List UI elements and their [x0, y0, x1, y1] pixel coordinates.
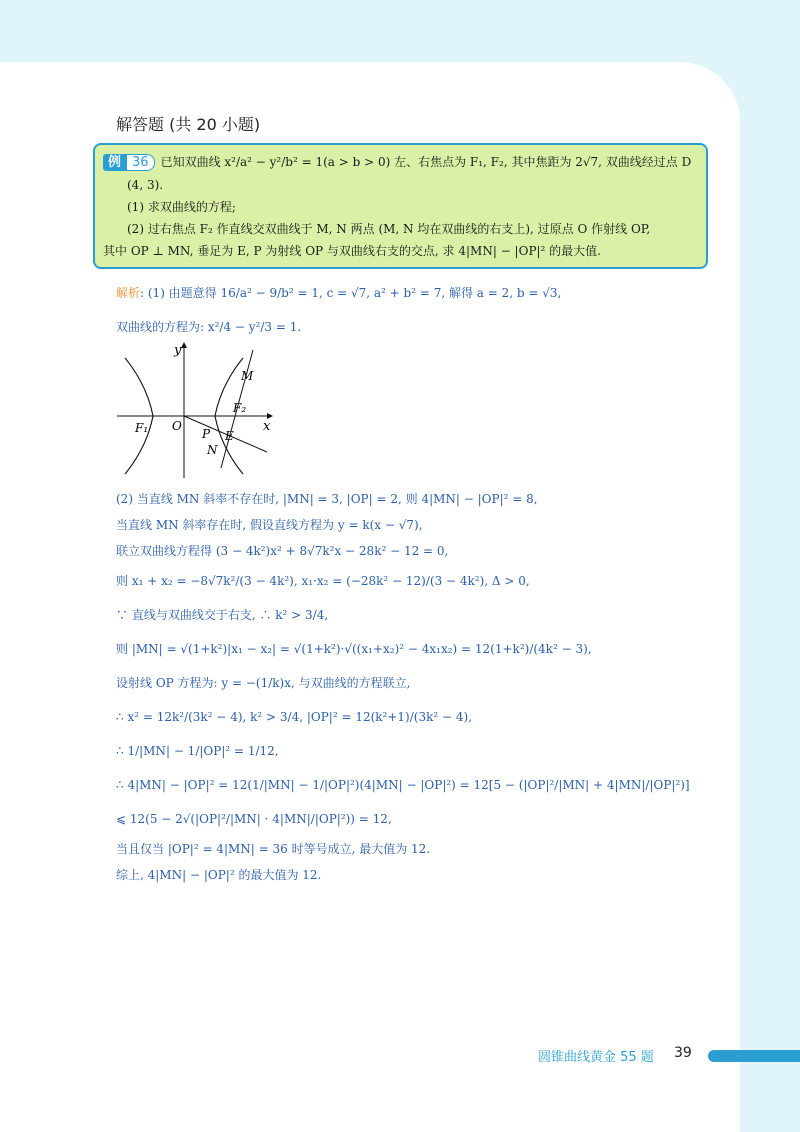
problem-line-2: (4, 3). [127, 177, 164, 192]
example-badge-number: 36 [126, 154, 155, 171]
solution-line: ∴ 4|MN| − |OP|² = 12(1/|MN| − 1/|OP|²)(4|MN| − |OP|²) = 12[5 − (|OP|²/|MN| + 4|MN|/|OP|²)] [116, 778, 690, 792]
problem-line-5: 其中 OP ⊥ MN, 垂足为 E, P 为射线 OP 与双曲线右支的交点, 求 4|MN| − |OP|² 的最大值. [103, 243, 601, 258]
page-number: 39 [674, 1045, 692, 1061]
solution-label: 解析 [116, 286, 141, 300]
problem-text-1: 已知双曲线 x²/a² − y²/b² = 1(a > b > 0) 左、右焦点为 F₁, F₂, 其中焦距为 2√7, 双曲线经过点 D [160, 155, 692, 169]
label-e: E [225, 429, 234, 443]
solution-line: ∵ 直线与双曲线交于右支, ∴ k² > 3/4, [116, 608, 329, 622]
problem-line-3: (1) 求双曲线的方程; [127, 199, 236, 214]
solution-line: ∴ 1/|MN| − 1/|OP|² = 1/12, [116, 744, 279, 758]
label-f2: F₂ [233, 401, 247, 415]
solution-line: ∴ x² = 12k²/(3k² − 4), k² > 3/4, |OP|² = 12(k²+1)/(3k² − 4), [116, 710, 472, 724]
y-axis-arrow [181, 342, 187, 348]
label-y: y [174, 343, 182, 358]
problem-box [93, 143, 708, 269]
solution-line: 综上, 4|MN| − |OP|² 的最大值为 12. [116, 868, 322, 882]
solution-part1 [116, 276, 716, 344]
solution-line: 当且仅当 |OP|² = 4|MN| = 36 时等号成立, 最大值为 12. [116, 842, 431, 856]
hyperbola-figure [117, 340, 277, 480]
solution-line: 当直线 MN 斜率存在时, 假设直线方程为 y = k(x − √7), [116, 518, 423, 532]
problem-line-4: (2) 过右焦点 F₂ 作直线交双曲线于 M, N 两点 (M, N 均在双曲线的右支上), 过原点 O 作射线 OP, [127, 221, 651, 236]
label-f1: F₁ [135, 421, 149, 435]
solution-line: (2) 当直线 MN 斜率不存在时, |MN| = 3, |OP| = 2, 则 4|MN| − |OP|² = 8, [116, 492, 538, 506]
book-title: 圆锥曲线黄金 55 题 [538, 1050, 654, 1065]
label-x: x [263, 419, 271, 434]
solution-line: 设射线 OP 方程为: y = −(1/k)x, 与双曲线的方程联立, [116, 676, 411, 690]
solution-line: 则 |MN| = √(1+k²)|x₁ − x₂| = √(1+k²)·√((x₁+x₂)² − 4x₁x₂) = 12(1+k²)/(4k² − 3), [116, 642, 592, 656]
label-origin: O [172, 419, 182, 433]
label-p: P [202, 427, 211, 441]
solution-line: 双曲线的方程为: x²/4 − y²/3 = 1. [116, 320, 302, 334]
solution-line: 联立双曲线方程得 (3 − 4k²)x² + 8√7k²x − 28k² − 12 = 0, [116, 544, 449, 558]
solution-line: 则 x₁ + x₂ = −8√7k²/(3 − 4k²), x₁·x₂ = (−28k² − 12)/(3 − 4k²), Δ > 0, [116, 574, 530, 588]
footer-bar [708, 1050, 800, 1062]
solution-text: : (1) 由题意得 16/a² − 9/b² = 1, c = √7, a² + b² = 7, 解得 a = 2, b = √3, [140, 286, 562, 300]
problem-line-1 [103, 151, 698, 174]
solution-line [116, 276, 716, 310]
example-badge-label: 例 [103, 154, 126, 171]
example-badge [103, 152, 161, 174]
section-title: 解答题 (共 20 小题) [116, 115, 261, 134]
solution-part2 [116, 486, 736, 888]
label-n: N [207, 443, 218, 457]
solution-line: ⩽ 12(5 − 2√(|OP|²/|MN| · 4|MN|/|OP|²)) = 12, [116, 812, 392, 826]
label-m: M [241, 369, 254, 383]
